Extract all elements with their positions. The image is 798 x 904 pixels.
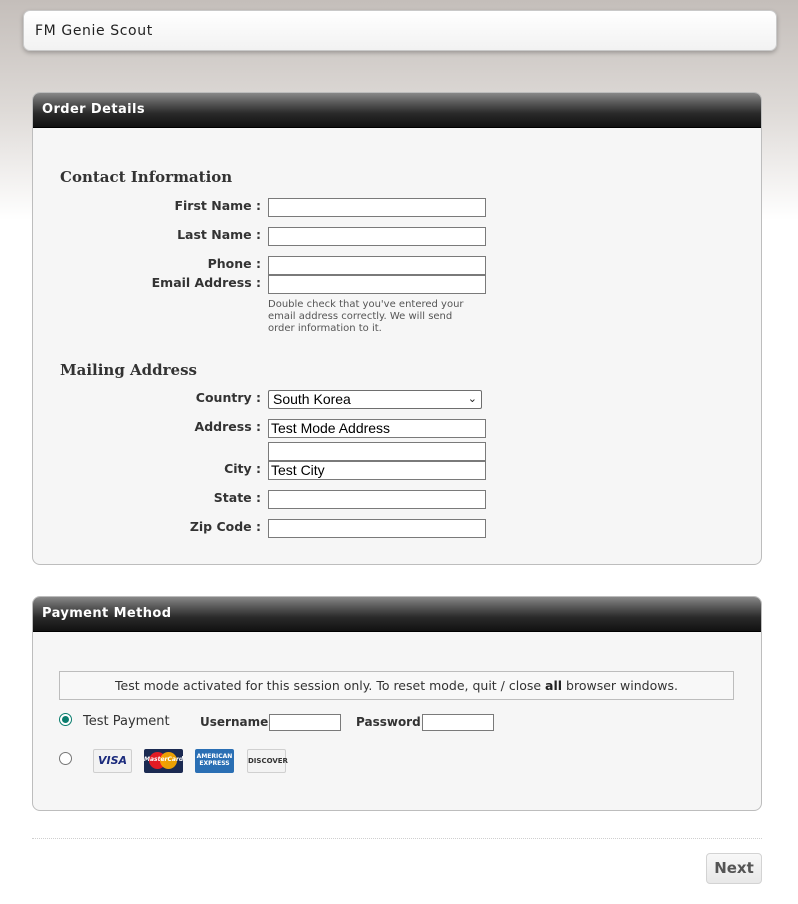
payment-method-heading: Payment Method: [33, 597, 761, 632]
city-label: City :: [224, 461, 261, 476]
address-label: Address :: [194, 419, 261, 434]
test-payment-label: Test Payment: [83, 714, 170, 729]
notice-text-prefix: Test mode activated for this session only. To reset mode, quit / close: [115, 678, 546, 693]
email-hint: Double check that you've entered your email address correctly. We will send order information to it.: [268, 299, 464, 334]
last-name-label: Last Name :: [177, 227, 261, 242]
country-select[interactable]: [268, 390, 482, 409]
app-header: [23, 10, 777, 51]
contact-information-title: Contact Information: [60, 168, 233, 186]
amex-card-icon: AMERICAN EXPRESS: [195, 749, 234, 773]
address-line2-input[interactable]: [268, 442, 486, 461]
order-details-heading: Order Details: [33, 93, 761, 128]
payment-method-panel: [32, 596, 762, 811]
email-label: Email Address :: [151, 275, 261, 290]
discover-card-icon: DISCOVER: [247, 749, 286, 773]
test-mode-notice: [59, 671, 734, 700]
country-label: Country :: [195, 390, 261, 405]
credit-card-radio[interactable]: [59, 752, 72, 765]
mailing-address-title: Mailing Address: [60, 361, 197, 379]
mastercard-card-icon: [144, 749, 183, 773]
state-input[interactable]: [268, 490, 486, 509]
password-label: Password: [356, 715, 421, 729]
email-input[interactable]: [268, 275, 486, 294]
zip-code-input[interactable]: [268, 519, 486, 538]
order-details-panel: [32, 92, 762, 565]
username-label: Username: [200, 715, 269, 729]
address-line1-input[interactable]: Test Mode Address: [268, 419, 486, 438]
test-payment-radio[interactable]: [59, 713, 72, 726]
visa-card-icon: VISA: [93, 749, 132, 773]
zip-code-label: Zip Code :: [189, 519, 261, 534]
mastercard-card-text: MasterCard: [144, 756, 184, 763]
chevron-down-icon: ⌄: [467, 393, 477, 405]
app-title: FM Genie Scout: [35, 23, 153, 39]
notice-text-suffix: browser windows.: [562, 678, 678, 693]
username-input[interactable]: [269, 714, 341, 731]
first-name-label: First Name :: [174, 198, 261, 213]
divider: [32, 838, 762, 839]
password-input[interactable]: [422, 714, 494, 731]
phone-label: Phone :: [207, 256, 261, 271]
state-label: State :: [213, 490, 261, 505]
last-name-input[interactable]: [268, 227, 486, 246]
country-selected-value: South Korea: [273, 391, 351, 407]
first-name-input[interactable]: [268, 198, 486, 217]
city-input[interactable]: Test City: [268, 461, 486, 480]
next-button[interactable]: Next: [706, 853, 762, 884]
notice-text-bold: all: [545, 678, 563, 693]
phone-input[interactable]: [268, 256, 486, 275]
